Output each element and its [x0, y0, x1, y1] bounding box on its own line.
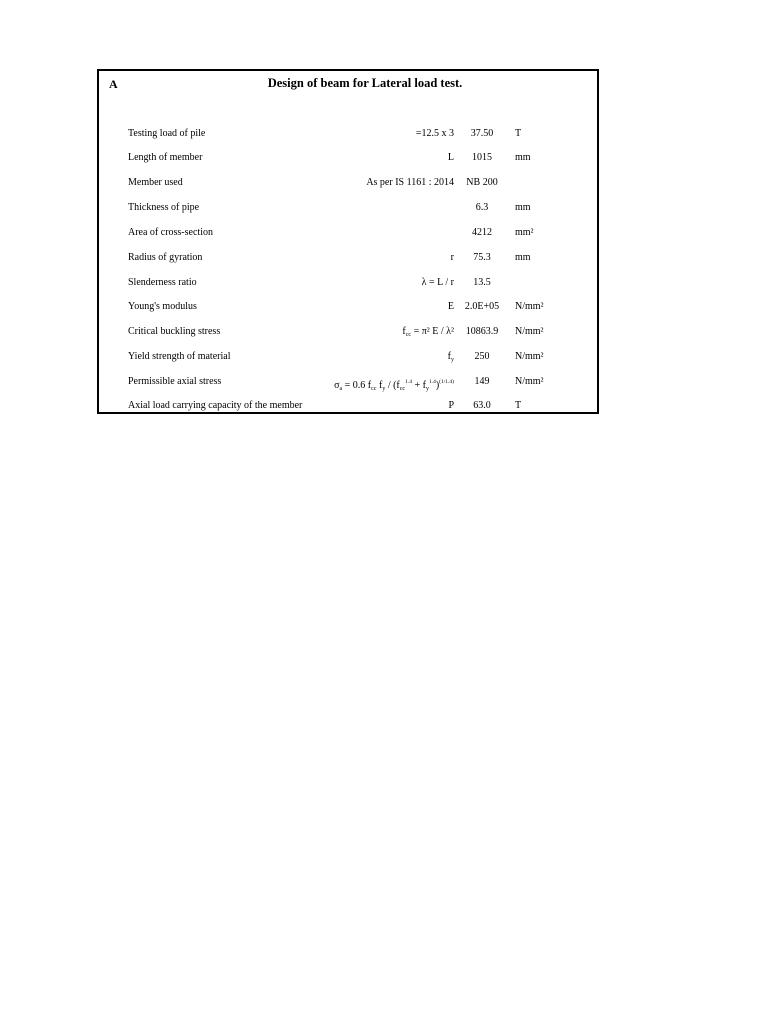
row-value: 4212 — [472, 227, 492, 238]
row-label: Thickness of pipe — [128, 202, 200, 213]
row-value: 37.50 — [470, 128, 494, 139]
row-value: 6.3 — [475, 202, 489, 213]
row-expression: As per IS 1161 : 2014 — [366, 177, 454, 188]
row-unit: mm — [515, 152, 531, 163]
row-unit: N/mm² — [515, 351, 544, 362]
row-value: 75.3 — [473, 252, 491, 263]
row-permissible-stress — [99, 375, 597, 395]
calculation-sheet — [97, 69, 599, 414]
row-label: Radius of gyration — [128, 252, 203, 263]
row-expression: E — [447, 301, 454, 312]
row-slenderness — [99, 276, 597, 296]
row-label: Area of cross-section — [128, 227, 213, 238]
row-label: Testing load of pile — [128, 128, 206, 139]
row-critical-buckling — [99, 325, 597, 345]
row-unit: T — [515, 128, 522, 139]
row-member-used — [99, 176, 597, 196]
row-label: Length of member — [128, 152, 203, 163]
page-title: Design of beam for Lateral load test. — [267, 76, 463, 90]
row-expression: r — [450, 252, 454, 263]
row-length — [99, 151, 597, 171]
row-label: Yield strength of material — [128, 351, 231, 362]
row-unit: mm² — [515, 227, 534, 238]
row-label: Axial load carrying capacity of the member — [128, 400, 303, 411]
row-label: Member used — [128, 177, 183, 188]
row-unit: N/mm² — [515, 376, 544, 387]
row-unit: T — [515, 400, 522, 411]
row-expression: λ = L / r — [421, 277, 454, 288]
row-label: Permissible axial stress — [128, 376, 222, 387]
row-yield-strength — [99, 350, 597, 370]
row-label: Critical buckling stress — [128, 326, 221, 337]
row-value: 250 — [474, 351, 490, 362]
row-label: Young's modulus — [128, 301, 197, 312]
row-expression: P — [448, 400, 454, 411]
row-value: 149 — [474, 376, 490, 387]
row-value: 13.5 — [473, 277, 491, 288]
row-testing-load — [99, 127, 597, 147]
row-unit: mm — [515, 202, 531, 213]
row-value: 2.0E+05 — [464, 301, 500, 312]
row-unit: N/mm² — [515, 301, 544, 312]
row-value: 63.0 — [473, 400, 491, 411]
row-axial-capacity — [99, 399, 597, 419]
row-value: 10863.9 — [465, 326, 499, 337]
row-label: Slenderness ratio — [128, 277, 197, 288]
row-expression: $f_y$ — [447, 351, 454, 363]
row-youngs-modulus — [99, 300, 597, 320]
row-expression: $\sigma_a = 0.6$ $f_{cc}$ $f_y / (f_{cc}^{1.4} + f_y^{1.4})^{(1/1.4)}$ — [334, 379, 454, 392]
row-unit: mm — [515, 252, 531, 263]
row-value: 1015 — [472, 152, 492, 163]
row-thickness — [99, 201, 597, 221]
row-expression: $f_{cc} = \pi^2$ E / λ² — [402, 326, 454, 338]
row-radius-gyration — [99, 251, 597, 271]
section-letter: A — [109, 77, 118, 91]
row-unit: N/mm² — [515, 326, 544, 337]
row-expression: L — [447, 152, 454, 163]
row-value: NB 200 — [466, 177, 498, 188]
row-area — [99, 226, 597, 246]
row-expression: =12.5 x 3 — [415, 128, 454, 139]
